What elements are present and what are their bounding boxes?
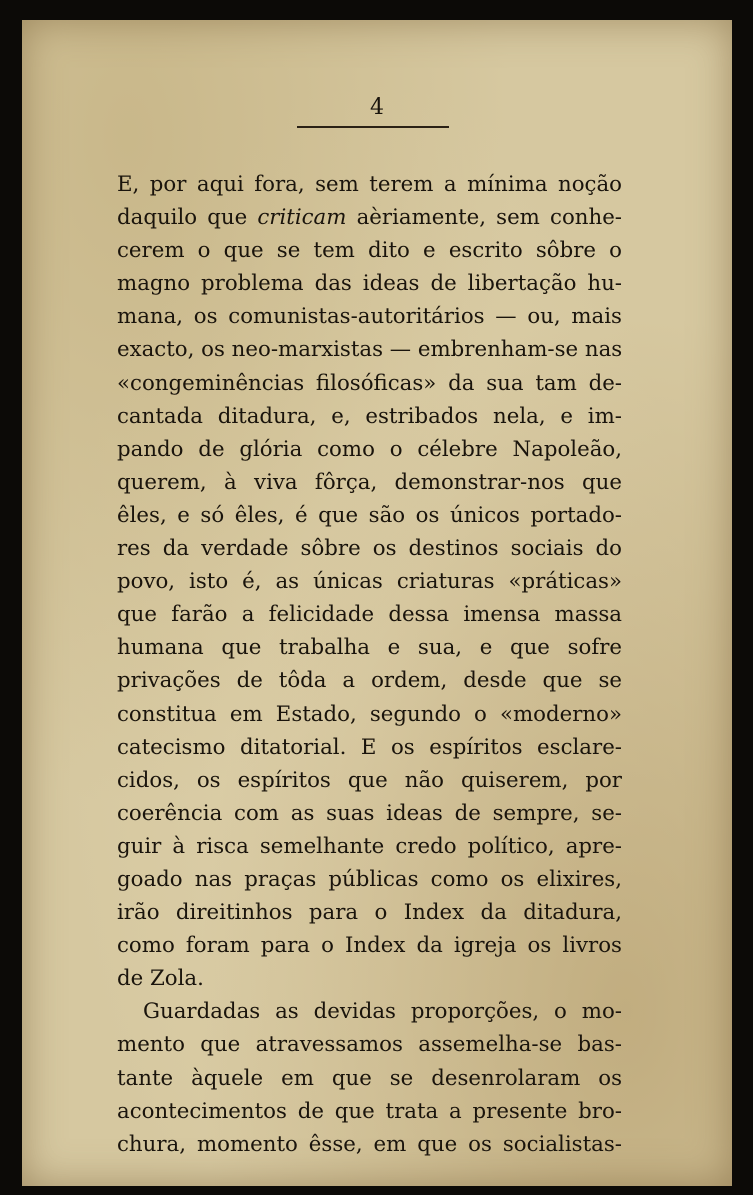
text-line: cantada ditadura, e, estribados nela, e im- [117,403,622,429]
text-line: guir à risca semelhante credo político, apre- [117,833,622,859]
text-line: povo, isto é, as únicas criaturas «práticas» [117,569,622,595]
body-text [117,168,622,1161]
text-line: magno problema das ideas de libertação hu- [117,271,622,297]
text-line: humana que trabalha e sua, e que sofre [117,635,622,661]
page-number: 4 [370,95,384,120]
text-line: querem, à viva fôrça, demonstrar-nos que [117,469,622,495]
text-line: cidos, os espíritos que não quiserem, por [117,767,622,793]
text-line: chura, momento êsse, em que os socialistas- [117,1131,622,1157]
text-line: res da verdade sôbre os destinos sociais do [117,536,622,562]
header-rule [297,126,449,128]
text-line: E, por aqui fora, sem terem a mínima noção [117,172,622,197]
text-line: Guardadas as devidas proporções, o mo- [143,999,622,1025]
text-line: irão direitinhos para o Index da ditadura, [117,900,622,926]
text-line: goado nas praças públicas como os elixires, [117,866,622,892]
text-line: «congeminências filosóficas» da sua tam de- [117,370,622,396]
text-line: privações de tôda a ordem, desde que se [117,668,622,694]
book-page [22,20,732,1186]
text-line: que farão a felicidade dessa imensa massa [117,602,622,628]
text-line: coerência com as suas ideas de sempre, se- [117,800,622,826]
text-line: daquilo que criticam aèriamente, sem conhe- [117,205,622,231]
text-line: cerem o que se tem dito e escrito sôbre o [117,238,622,264]
text-line: êles, e só êles, é que são os únicos portado- [117,502,622,528]
text-line: mana, os comunistas-autoritários — ou, mais [117,304,622,330]
text-line: de Zola. [117,966,204,992]
text-line: catecismo ditatorial. E os espíritos esclare- [117,734,622,760]
text-line: tante àquele em que se desenrolaram os [117,1065,622,1091]
text-line: pando de glória como o célebre Napoleão, [117,436,622,462]
text-line: acontecimentos de que trata a presente bro- [117,1098,622,1124]
text-line: constitua em Estado, segundo o «moderno» [117,701,622,727]
text-line: como foram para o Index da igreja os livros [117,933,622,959]
text-line: mento que atravessamos assemelha-se bas- [117,1032,622,1058]
text-line: exacto, os neo-marxistas — embrenham-se nas [117,337,622,363]
